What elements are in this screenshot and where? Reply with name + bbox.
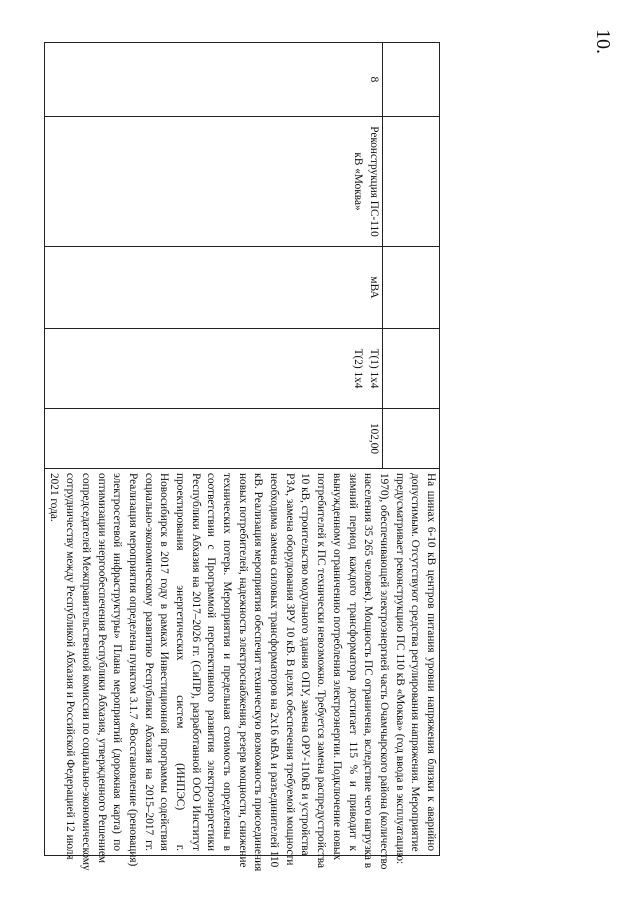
project-name: Реконструкция ПС-110 кВ «Моква» [44,117,382,247]
description-line: Реализация мероприятия определена пунктом 3.1.7 «Восстановление (реновация) [126,473,139,867]
description-line: 1970), обеспечивающей электроэнергией часть Очамчырского района (количество [377,473,390,870]
description-line: зимний период каждого трансформатора достигает 115 % и приводит к [346,473,359,851]
description-line: РЗА, замена оборудования ЗРУ 10 кВ. В целях обеспечения требуемой мощности [283,473,296,866]
empty-cell [383,409,440,469]
quantity-cell [44,329,382,409]
table-row [383,43,440,856]
rotated-table-container [48,42,440,872]
description-line: Новосибирск в 2017 году в рамках Инвестиционной программы содействия [158,473,171,851]
description-line: сотрудничеству между Республикой Абхазия и Российской Федерацией 12 июля [64,473,77,860]
quantity-line: Т(1) 1х4 [368,348,380,389]
description-line: электросетевой инфраструктуры» Плана мероприятий (дорожная карта) по [111,473,124,851]
description-line: населения 35 265 человек). Мощность ПС ограничена, вследствие чего нагрузка в [362,473,375,869]
description-line: предусматривает реконструкцию ПС 110 кВ «Моква» (год ввода в эксплуатацию: [393,473,406,865]
description-line: кВ. Реализация мероприятия обеспечит техническую возможность присоединения [252,473,265,872]
description-line: соответствии с Программой перспективного развития электроэнергетики [205,473,218,851]
description-line: новых потребителей, надежность электроснабжения, резерв мощности, снижение [236,473,249,868]
empty-cell [383,247,440,329]
description-cell [44,469,439,872]
description-line: социально-экономическому развитию Республики Абхазия на 2015–2017 гг. [142,473,155,851]
unit-cell: мВА [44,247,382,329]
empty-cell [383,117,440,247]
description-line: вынужденному ограничению потребления электроэнергии. Подключение новых [330,473,343,861]
empty-cell [383,329,440,409]
row-number: 8 [44,43,382,117]
project-table [44,42,440,872]
quantity-line: Т(2) 1х4 [352,348,365,389]
page-number: 10. [592,29,614,54]
description-line: технических потерь. Мероприятия и предельная стоимость определены в [221,473,234,851]
description-line: 10 кВ, строительство модульного здания ОПУ, замена ОРУ-110кВ и устройства [299,473,312,856]
description-line: оптимизации энергообеспечения Республики Абхазия, утвержденного Решением [95,473,108,864]
description-line: На шинах 6-10 кВ центров питания уровни напряжения близки к аварийно [425,473,437,851]
value-cell: 102,00 [44,409,382,469]
description-line: допустимым. Отсутствуют средства регулирования напряжения. Мероприятие [409,473,422,852]
description-line: проектирования энергетических систем (ИНПЭС) г. [174,473,186,851]
description-line: 2021 года. [48,473,61,522]
description-line: потребителей к ПС технически невозможно. Требуется замена распредустройства [315,473,328,869]
description-line: сопредседателей Межправительственной комиссии по социально-экономическому [79,473,92,871]
description-line: Республики Абхазия на 2017–2026 гг. (СиПР), разработанной ООО Институт [189,473,202,851]
description-line: необходима замена силовых трансформаторов на 2х16 мВА и разъединителей 110 [268,473,281,868]
empty-cell [383,43,440,117]
